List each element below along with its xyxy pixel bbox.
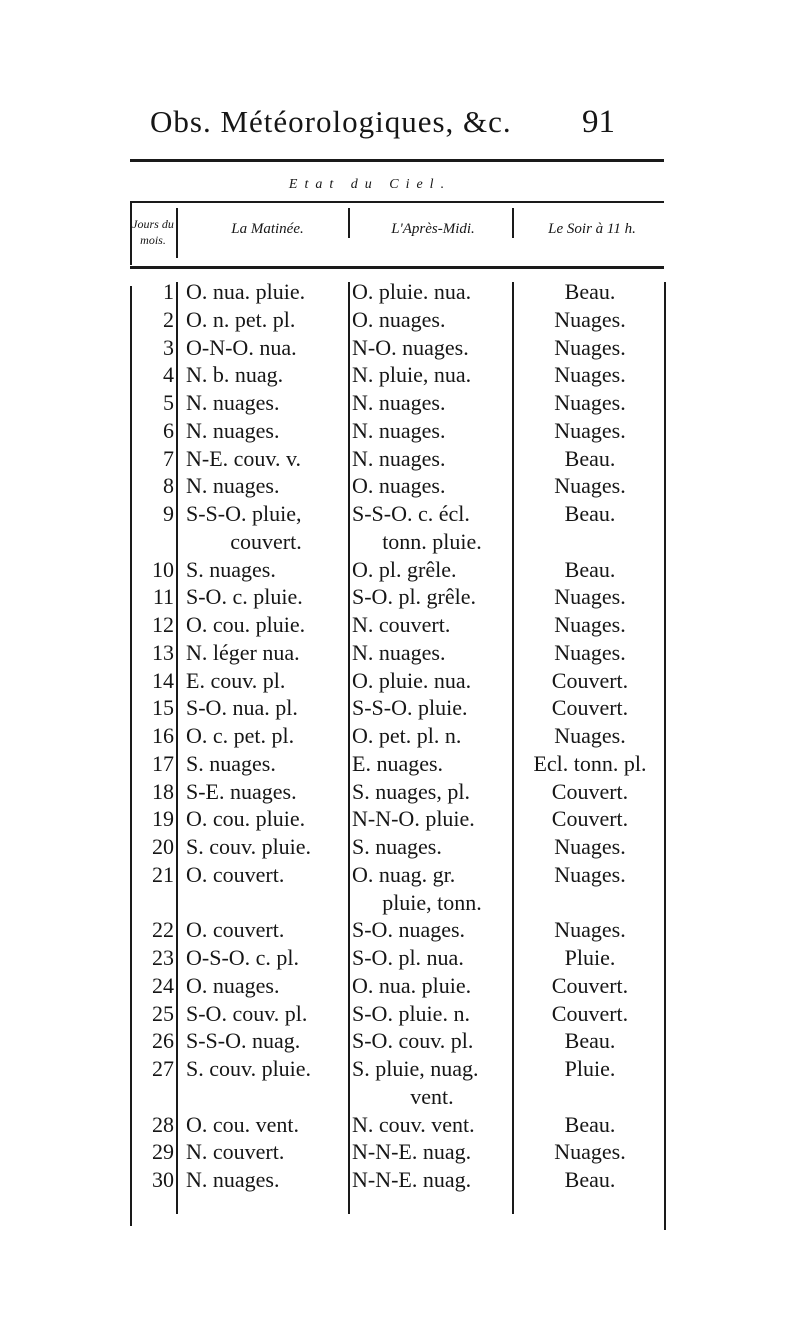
table-row — [0, 445, 800, 473]
cell-evening: Couvert. — [551, 667, 629, 693]
table-row — [0, 805, 800, 833]
column-header-morning: La Matinée. — [231, 221, 304, 237]
cell-afternoon: vent. — [410, 1083, 454, 1109]
cell-afternoon: O. pl. grêle. — [352, 556, 457, 582]
cell-evening: Nuages. — [554, 584, 626, 610]
cell-morning: O. cou. pluie. — [186, 612, 306, 637]
cell-afternoon: pluie, tonn. — [382, 889, 482, 915]
page-header-title: Obs. Météorologiques, &c. — [150, 104, 512, 139]
column-header-afternoon: L'Après-Midi. — [391, 221, 475, 237]
cell-morning: O. couvert. — [186, 861, 285, 887]
cell-day: 23 — [152, 945, 174, 970]
cell-evening: Couvert. — [551, 806, 629, 832]
cell-afternoon: N-N-E. nuag. — [352, 1139, 472, 1165]
table-row — [0, 417, 800, 445]
table-row — [0, 916, 800, 944]
cell-morning: O. nua. pluie. — [186, 279, 306, 304]
cell-day: 1 — [163, 279, 174, 304]
cell-afternoon: O. nuages. — [352, 473, 446, 499]
table-row — [0, 389, 800, 417]
cell-afternoon: N-N-E. nuag. — [352, 1167, 472, 1192]
cell-morning: S-O. c. pluie. — [186, 584, 303, 610]
table-row — [0, 639, 800, 667]
table-row — [0, 361, 800, 389]
cell-day: 2 — [163, 306, 174, 332]
cell-day: 7 — [163, 445, 174, 471]
cell-afternoon: O. pet. pl. n. — [352, 723, 462, 748]
cell-evening: Nuages. — [554, 473, 626, 499]
cell-morning: N. couvert. — [186, 1139, 285, 1165]
table-row — [0, 972, 800, 1000]
cell-morning: O. c. pet. pl. — [186, 723, 295, 748]
table-top-rule — [130, 201, 664, 203]
cell-day: 11 — [152, 584, 174, 610]
table-row — [0, 500, 800, 528]
cell-morning: couvert. — [230, 528, 302, 554]
table-row — [0, 528, 800, 556]
cell-evening: Couvert. — [551, 1000, 629, 1026]
table-row — [0, 833, 800, 861]
table-row — [0, 889, 800, 917]
column-header-day: Jours du mois. — [132, 217, 174, 247]
table-row — [0, 750, 800, 778]
cell-day: 13 — [152, 639, 174, 665]
cell-afternoon: S-O. pl. grêle. — [352, 584, 477, 610]
table-row — [0, 278, 800, 306]
table-row — [0, 334, 800, 362]
weather-table-body — [0, 278, 800, 1194]
cell-morning: N. nuages. — [186, 390, 280, 415]
table-row — [0, 944, 800, 972]
table-row — [0, 667, 800, 695]
cell-afternoon: O. pluie. nua. — [352, 667, 472, 693]
cell-evening: Pluie. — [564, 945, 616, 970]
cell-afternoon: S-O. nuages. — [352, 917, 466, 943]
table-row — [0, 1083, 800, 1111]
cell-morning: S-O. nua. pl. — [186, 695, 298, 721]
header-rule — [130, 159, 664, 162]
table-row — [0, 1138, 800, 1166]
cell-afternoon: S. nuages. — [352, 834, 442, 859]
cell-day: 10 — [152, 556, 174, 582]
header-divider-morning — [348, 208, 350, 238]
cell-day: 28 — [152, 1111, 174, 1137]
cell-morning: S. nuages. — [186, 750, 276, 776]
table-row — [0, 694, 800, 722]
cell-afternoon: N-N-O. pluie. — [352, 806, 475, 832]
cell-morning: N. b. nuag. — [186, 362, 284, 388]
cell-day: 16 — [152, 723, 174, 748]
cell-afternoon: O. nua. pluie. — [352, 972, 472, 998]
cell-morning: O. n. pet. pl. — [186, 306, 296, 332]
cell-afternoon: S-S-O. c. écl. — [352, 501, 470, 526]
cell-afternoon: S. pluie, nuag. — [352, 1056, 479, 1081]
header-divider-afternoon — [512, 208, 514, 238]
cell-day: 25 — [152, 1000, 174, 1026]
cell-morning: O-N-O. nua. — [186, 334, 297, 360]
cell-day: 9 — [163, 501, 174, 526]
cell-evening: Beau. — [564, 445, 616, 471]
table-row — [0, 472, 800, 500]
cell-day: 14 — [152, 667, 174, 693]
table-row — [0, 722, 800, 750]
table-row — [0, 306, 800, 334]
cell-afternoon: S-O. couv. pl. — [352, 1028, 474, 1054]
cell-afternoon: N. nuages. — [352, 639, 446, 665]
cell-evening: Nuages. — [554, 417, 626, 443]
table-row — [0, 1166, 800, 1194]
cell-afternoon: O. nuages. — [352, 306, 446, 332]
cell-evening: Nuages. — [554, 1139, 626, 1165]
cell-day: 21 — [152, 861, 174, 887]
cell-day: 3 — [163, 334, 174, 360]
cell-evening: Nuages. — [554, 612, 626, 637]
cell-morning: S. nuages. — [186, 556, 276, 582]
cell-day: 4 — [163, 362, 174, 388]
section-title: Etat du Ciel. — [288, 177, 452, 192]
page-number: 91 — [582, 104, 615, 140]
cell-evening: Nuages. — [554, 390, 626, 415]
table-row — [0, 778, 800, 806]
table-row — [0, 583, 800, 611]
cell-morning: O. cou. pluie. — [186, 806, 306, 832]
cell-evening: Beau. — [564, 1167, 616, 1192]
cell-evening: Ecl. tonn. pl. — [533, 750, 647, 776]
cell-day: 30 — [152, 1167, 174, 1192]
cell-morning: N. léger nua. — [186, 639, 300, 665]
cell-morning: N. nuages. — [186, 1167, 280, 1192]
cell-afternoon: N. nuages. — [352, 445, 446, 471]
cell-morning: S-S-O. nuag. — [186, 1028, 301, 1054]
table-row — [0, 1111, 800, 1139]
header-divider-left — [130, 203, 132, 265]
cell-evening: Pluie. — [564, 1056, 616, 1081]
cell-morning: O. couvert. — [186, 917, 285, 943]
cell-afternoon: N-O. nuages. — [352, 334, 469, 360]
cell-morning: O. nuages. — [186, 972, 280, 998]
cell-evening: Beau. — [564, 1028, 616, 1054]
cell-morning: N-E. couv. v. — [186, 445, 302, 471]
cell-afternoon: S-O. pluie. n. — [352, 1000, 470, 1026]
cell-afternoon: N. couv. vent. — [352, 1111, 475, 1137]
cell-morning: N. nuages. — [186, 473, 280, 499]
column-header-evening: Le Soir à 11 h. — [548, 221, 636, 237]
cell-morning: S. couv. pluie. — [186, 1056, 312, 1081]
cell-day: 8 — [163, 473, 174, 499]
cell-evening: Nuages. — [554, 334, 626, 360]
cell-afternoon: tonn. pluie. — [382, 528, 482, 554]
cell-afternoon: N. couvert. — [352, 612, 451, 637]
column-header-rule — [130, 266, 664, 269]
cell-afternoon: O. nuag. gr. — [352, 861, 456, 887]
cell-evening: Beau. — [564, 501, 616, 526]
table-row — [0, 611, 800, 639]
table-row — [0, 1000, 800, 1028]
table-row — [0, 861, 800, 889]
cell-day: 26 — [152, 1028, 174, 1054]
cell-evening: Nuages. — [554, 917, 626, 943]
cell-evening: Couvert. — [551, 695, 629, 721]
cell-afternoon: N. pluie, nua. — [352, 362, 472, 388]
cell-afternoon: O. pluie. nua. — [352, 279, 472, 304]
cell-day: 19 — [152, 806, 174, 832]
cell-day: 12 — [152, 612, 174, 637]
cell-morning: S-E. nuages. — [186, 778, 297, 804]
cell-afternoon: S. nuages, pl. — [352, 778, 470, 804]
cell-afternoon: E. nuages. — [352, 750, 444, 776]
cell-day: 6 — [163, 417, 174, 443]
cell-day: 22 — [152, 917, 174, 943]
cell-evening: Couvert. — [551, 972, 629, 998]
cell-evening: Beau. — [564, 1111, 616, 1137]
table-row — [0, 1027, 800, 1055]
cell-evening: Nuages. — [554, 639, 626, 665]
cell-morning: O. cou. vent. — [186, 1111, 300, 1137]
cell-evening: Beau. — [564, 556, 616, 582]
cell-morning: N. nuages. — [186, 417, 280, 443]
cell-day: 17 — [152, 750, 174, 776]
cell-afternoon: S-O. pl. nua. — [352, 945, 464, 970]
table-row — [0, 556, 800, 584]
cell-evening: Couvert. — [551, 778, 629, 804]
cell-day: 20 — [152, 834, 174, 859]
cell-evening: Nuages. — [554, 362, 626, 388]
cell-morning: E. couv. pl. — [186, 667, 286, 693]
header-divider-day — [176, 208, 178, 258]
cell-day: 27 — [152, 1056, 174, 1081]
table-row — [0, 1055, 800, 1083]
cell-day: 18 — [152, 778, 174, 804]
cell-day: 24 — [152, 972, 174, 998]
cell-evening: Nuages. — [554, 306, 626, 332]
cell-morning: S-S-O. pluie, — [186, 501, 302, 526]
cell-day: 29 — [152, 1139, 174, 1165]
cell-morning: S-O. couv. pl. — [186, 1000, 308, 1026]
cell-morning: S. couv. pluie. — [186, 834, 312, 859]
cell-day: 5 — [163, 390, 174, 415]
cell-afternoon: N. nuages. — [352, 390, 446, 415]
cell-evening: Beau. — [564, 279, 616, 304]
cell-day: 15 — [152, 695, 174, 721]
cell-evening: Nuages. — [554, 861, 626, 887]
cell-afternoon: N. nuages. — [352, 417, 446, 443]
cell-evening: Nuages. — [554, 834, 626, 859]
cell-evening: Nuages. — [554, 723, 626, 748]
cell-morning: O-S-O. c. pl. — [186, 945, 300, 970]
cell-afternoon: S-S-O. pluie. — [352, 695, 468, 721]
